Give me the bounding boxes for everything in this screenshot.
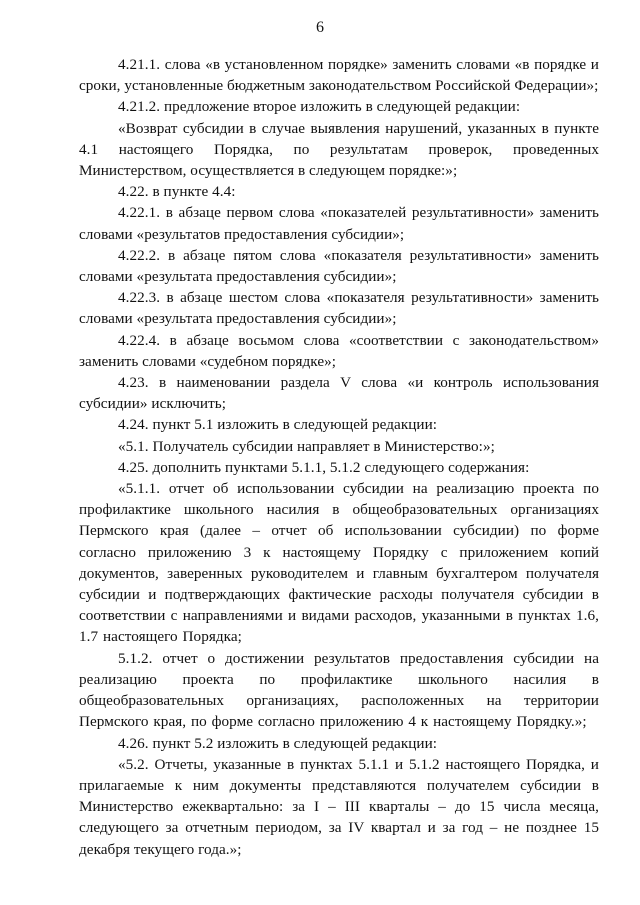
paragraph-4-22-1: 4.22.1. в абзаце первом слова «показателей результативности» заменить словами «результатов предоставления субсидии»; — [79, 204, 599, 243]
paragraph-4-25: 4.25. дополнить пунктами 5.1.1, 5.1.2 следующего содержания: — [118, 458, 530, 476]
paragraph-4-22-3: 4.22.3. в абзаце шестом слова «показателя результативности» заменить словами «результата предоставления субсидии»; — [79, 289, 599, 328]
paragraph-4-22-2: 4.22.2. в абзаце пятом слова «показателя результативности» заменить словами «результата предоставления субсидии»; — [79, 246, 599, 286]
paragraph-4-21-1: 4.21.1. слова «в установленном порядке» заменить словами «в порядке и сроки, установленные бюджетным законодательством Российской Федерации»; — [79, 56, 599, 95]
paragraph-5-2: «5.2. Отчеты, указанные в пунктах 5.1.1 и 5.1.2 настоящего Порядка, и прилагаемые к ним документы представляются получателем субсидии в Министерство ежеквартально: за I – III кварталы – до 15 числа месяца, следующего за отчетным периодом, за IV квартал и за год – не позднее 15 декабря текущего года.»; — [79, 755, 599, 858]
paragraph-refund-text: «Возврат субсидии в случае выявления нарушений, указанных в пункте 4.1 настоящего Порядка, по результатам проверок, проведенных Министерством, осуществляется в следующем порядке:»; — [79, 119, 599, 180]
paragraph-4-21-2: 4.21.2. предложение второе изложить в следующей редакции: — [118, 98, 521, 116]
paragraph-5-1-2: 5.1.2. отчет о достижении результатов предоставления субсидии на реализацию проекта по профилактике школьного насилия в общеобразовательных организациях, расположенных на территории Пермского края, по форме согласно приложению 4 к настоящему Порядку.»; — [79, 649, 599, 731]
paragraph-5-1-1: «5.1.1. отчет об использовании субсидии на реализацию проекта по профилактике школьного насилия в общеобразовательных организациях Пермского края (далее – отчет об использовании субсидии) по форме согласно приложению 3 к настоящему Порядку с приложением копий документов, заверенных руководителем и главным бухгалтером получателя субсидии и подтверждающих фактические расходы получателя субсидии в соответствии с направлениями и видами расходов, указанными в пунктах 1.6, 1.7 настоящего Порядка; — [79, 480, 599, 646]
paragraph-5-1: «5.1. Получатель субсидии направляет в Министерство:»; — [118, 437, 495, 455]
paragraph-4-24: 4.24. пункт 5.1 изложить в следующей редакции: — [118, 416, 438, 434]
document-body — [79, 54, 599, 860]
paragraph-4-26: 4.26. пункт 5.2 изложить в следующей редакции: — [118, 734, 438, 752]
page-number: 6 — [316, 19, 324, 36]
paragraph-4-23: 4.23. в наименовании раздела V слова «и контроль использования субсидии» исключить; — [79, 374, 599, 413]
paragraph-4-22: 4.22. в пункте 4.4: — [118, 183, 236, 201]
paragraph-4-22-4: 4.22.4. в абзаце восьмом слова «соответствии с законодательством» заменить словами «судебном порядке»; — [79, 331, 599, 370]
